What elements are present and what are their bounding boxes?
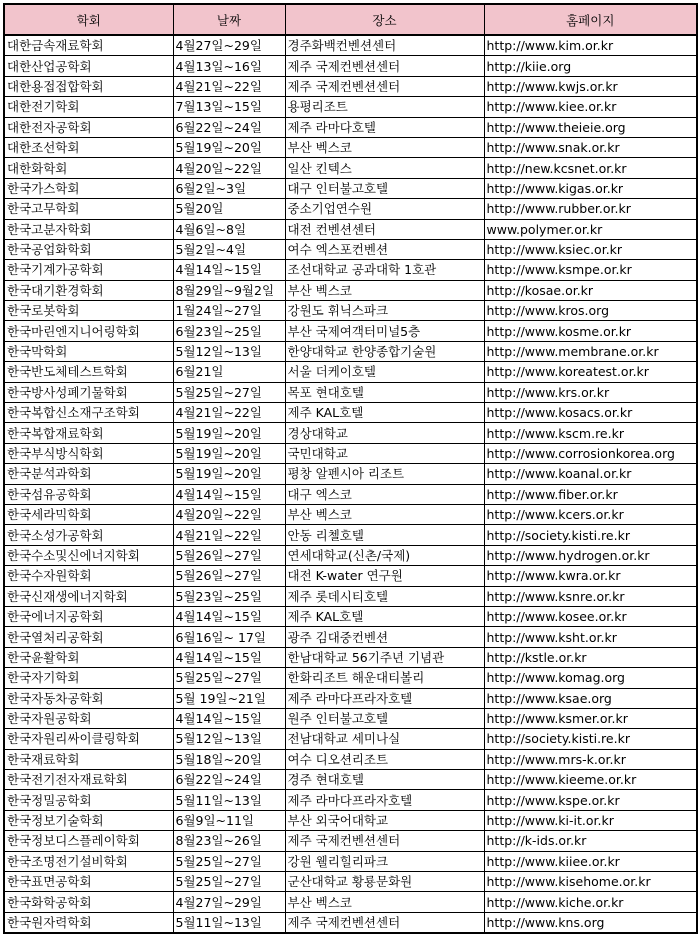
table-row [4, 708, 697, 728]
venue-cell: 전남대학교 세미나실 [285, 729, 484, 749]
society-cell: 대한금속재료학회 [4, 35, 173, 56]
date-cell: 8월29일~9월2일 [173, 280, 285, 300]
homepage-cell: http://www.koreatest.or.kr [484, 362, 697, 382]
society-cell: 한국복합신소재구조학회 [4, 403, 173, 423]
society-cell: 대한조선학회 [4, 137, 173, 157]
venue-cell: 대전 컨벤션센터 [285, 219, 484, 239]
society-cell: 대한용접접합학회 [4, 76, 173, 96]
society-cell: 한국복합재료학회 [4, 423, 173, 443]
homepage-cell: http://www.krs.or.kr [484, 382, 697, 402]
homepage-cell: http://www.kscm.re.kr [484, 423, 697, 443]
society-cell: 한국반도체테스트학회 [4, 362, 173, 382]
society-cell: 한국수자원학회 [4, 566, 173, 586]
conference-table-container [3, 3, 698, 934]
homepage-cell: www.polymer.or.kr [484, 219, 697, 239]
table-row [4, 382, 697, 402]
society-cell: 한국고무학회 [4, 199, 173, 219]
venue-cell: 부산 국제여객터미널5층 [285, 321, 484, 341]
society-cell: 한국전기전자재료학회 [4, 770, 173, 790]
date-cell: 4월27일~29일 [173, 35, 285, 56]
homepage-cell: http://www.kns.org [484, 912, 697, 933]
date-cell: 5월19일~20일 [173, 443, 285, 463]
society-cell: 한국대기환경학회 [4, 280, 173, 300]
society-cell: 한국자동차공학회 [4, 688, 173, 708]
homepage-cell: http://www.theieie.org [484, 117, 697, 137]
venue-cell: 연세대학교(신촌/국제) [285, 545, 484, 565]
homepage-cell: http://www.fiber.or.kr [484, 484, 697, 504]
venue-cell: 일산 킨텍스 [285, 158, 484, 178]
venue-cell: 서울 더케이호텔 [285, 362, 484, 382]
homepage-cell: http://www.kiiee.or.kr [484, 851, 697, 871]
table-row [4, 525, 697, 545]
society-cell: 한국정보디스플레이학회 [4, 831, 173, 851]
homepage-cell: http://kosae.or.kr [484, 280, 697, 300]
header-row [4, 4, 697, 35]
homepage-cell: http://new.kcsnet.or.kr [484, 158, 697, 178]
venue-cell: 제주 라마다프라자호텔 [285, 790, 484, 810]
society-cell: 한국자기학회 [4, 668, 173, 688]
date-cell: 4월21일~22일 [173, 525, 285, 545]
society-cell: 한국분석과학회 [4, 464, 173, 484]
venue-cell: 여수 디오션리조트 [285, 749, 484, 769]
society-cell: 한국소성가공학회 [4, 525, 173, 545]
society-cell: 한국화학공학회 [4, 892, 173, 912]
society-cell: 한국로봇학회 [4, 301, 173, 321]
table-row [4, 117, 697, 137]
header-society: 학회 [4, 4, 173, 35]
date-cell: 5월2일~4일 [173, 239, 285, 259]
homepage-cell: http://www.mrs-k.or.kr [484, 749, 697, 769]
table-row [4, 56, 697, 76]
venue-cell: 제주 라마다프라자호텔 [285, 688, 484, 708]
homepage-cell: http://www.kiee.or.kr [484, 97, 697, 117]
date-cell: 6월23일~25일 [173, 321, 285, 341]
venue-cell: 제주 KAL호텔 [285, 606, 484, 626]
date-cell: 4월14일~15일 [173, 484, 285, 504]
homepage-cell: http://society.kisti.re.kr [484, 525, 697, 545]
venue-cell: 평창 알펜시아 리조트 [285, 464, 484, 484]
venue-cell: 강원도 휘닉스파크 [285, 301, 484, 321]
venue-cell: 부산 외국어대학교 [285, 810, 484, 830]
homepage-cell: http://www.snak.or.kr [484, 137, 697, 157]
date-cell: 5월11일~13일 [173, 912, 285, 933]
society-cell: 한국원자력학회 [4, 912, 173, 933]
date-cell: 5월18일~20일 [173, 749, 285, 769]
table-row [4, 403, 697, 423]
homepage-cell: http://kstle.or.kr [484, 647, 697, 667]
venue-cell: 한화리조트 해운대티볼리 [285, 668, 484, 688]
homepage-cell: http://www.kosme.or.kr [484, 321, 697, 341]
date-cell: 6월21일 [173, 362, 285, 382]
table-row [4, 627, 697, 647]
society-cell: 한국섬유공학회 [4, 484, 173, 504]
date-cell: 5월19일~20일 [173, 464, 285, 484]
table-row [4, 137, 697, 157]
venue-cell: 경주 현대호텔 [285, 770, 484, 790]
venue-cell: 제주 국제컨벤션센터 [285, 76, 484, 96]
date-cell: 5월12일~13일 [173, 729, 285, 749]
venue-cell: 제주 국제컨벤션센터 [285, 831, 484, 851]
date-cell: 4월20일~22일 [173, 504, 285, 524]
society-cell: 한국재료학회 [4, 749, 173, 769]
venue-cell: 한양대학교 한양종합기술원 [285, 341, 484, 361]
date-cell: 5월20일 [173, 199, 285, 219]
venue-cell: 부산 벡스코 [285, 504, 484, 524]
society-cell: 한국정밀공학회 [4, 790, 173, 810]
date-cell: 7월13일~15일 [173, 97, 285, 117]
date-cell: 5월12일~13일 [173, 341, 285, 361]
date-cell: 6월16일~ 17일 [173, 627, 285, 647]
date-cell: 5월25일~27일 [173, 851, 285, 871]
table-row [4, 484, 697, 504]
table-row [4, 912, 697, 933]
society-cell: 한국자원공학회 [4, 708, 173, 728]
table-row [4, 504, 697, 524]
venue-cell: 군산대학교 황룡문화원 [285, 872, 484, 892]
table-row [4, 810, 697, 830]
table-row [4, 892, 697, 912]
date-cell: 5월19일~20일 [173, 423, 285, 443]
venue-cell: 한남대학교 56기주년 기념관 [285, 647, 484, 667]
date-cell: 4월6일~8일 [173, 219, 285, 239]
homepage-cell: http://www.ksht.or.kr [484, 627, 697, 647]
society-cell: 대한전자공학회 [4, 117, 173, 137]
homepage-cell: http://www.kiche.or.kr [484, 892, 697, 912]
homepage-cell: http://www.membrane.or.kr [484, 341, 697, 361]
venue-cell: 원주 인터불고호텔 [285, 708, 484, 728]
venue-cell: 대구 인터불고호텔 [285, 178, 484, 198]
homepage-cell: http://www.kwjs.or.kr [484, 76, 697, 96]
society-cell: 한국마린엔지니어링학회 [4, 321, 173, 341]
date-cell: 4월27일~29일 [173, 892, 285, 912]
venue-cell: 제주 롯데시티호텔 [285, 586, 484, 606]
date-cell: 5월25일~27일 [173, 872, 285, 892]
homepage-cell: http://www.kim.or.kr [484, 35, 697, 56]
table-row [4, 464, 697, 484]
society-cell: 한국신재생에너지학회 [4, 586, 173, 606]
society-cell: 한국가스학회 [4, 178, 173, 198]
date-cell: 8월23일~26일 [173, 831, 285, 851]
homepage-cell: http://www.kcers.or.kr [484, 504, 697, 524]
society-cell: 한국기계가공학회 [4, 260, 173, 280]
venue-cell: 목포 현대호텔 [285, 382, 484, 402]
venue-cell: 용평리조트 [285, 97, 484, 117]
venue-cell: 부산 벡스코 [285, 892, 484, 912]
society-cell: 한국수소및신에너지학회 [4, 545, 173, 565]
homepage-cell: http://www.kspe.or.kr [484, 790, 697, 810]
date-cell: 1월24일~27일 [173, 301, 285, 321]
table-row [4, 199, 697, 219]
table-row [4, 851, 697, 871]
table-row [4, 729, 697, 749]
date-cell: 5월25일~27일 [173, 668, 285, 688]
table-row [4, 586, 697, 606]
table-row [4, 688, 697, 708]
society-cell: 한국정보기술학회 [4, 810, 173, 830]
venue-cell: 강원 웰리힐리파크 [285, 851, 484, 871]
society-cell: 한국공업화학회 [4, 239, 173, 259]
homepage-cell: http://www.kieeme.or.kr [484, 770, 697, 790]
table-row [4, 321, 697, 341]
header-date: 날짜 [173, 4, 285, 35]
homepage-cell: http://www.ksae.org [484, 688, 697, 708]
homepage-cell: http://www.corrosionkorea.org [484, 443, 697, 463]
table-row [4, 831, 697, 851]
table-row [4, 872, 697, 892]
venue-cell: 중소기업연수원 [285, 199, 484, 219]
homepage-cell: http://www.kwra.or.kr [484, 566, 697, 586]
date-cell: 4월14일~15일 [173, 260, 285, 280]
date-cell: 4월21일~22일 [173, 76, 285, 96]
date-cell: 4월14일~15일 [173, 647, 285, 667]
society-cell: 한국표면공학회 [4, 872, 173, 892]
venue-cell: 경주화백컨벤션센터 [285, 35, 484, 56]
table-row [4, 749, 697, 769]
society-cell: 한국조명전기설비학회 [4, 851, 173, 871]
society-cell: 한국방사성폐기물학회 [4, 382, 173, 402]
homepage-cell: http://www.kros.org [484, 301, 697, 321]
date-cell: 5월11일~13일 [173, 790, 285, 810]
header-venue: 장소 [285, 4, 484, 35]
venue-cell: 제주 국제컨벤션센터 [285, 912, 484, 933]
table-row [4, 362, 697, 382]
society-cell: 대한화학회 [4, 158, 173, 178]
table-row [4, 35, 697, 56]
table-row [4, 668, 697, 688]
table-row [4, 606, 697, 626]
date-cell: 5월23일~25일 [173, 586, 285, 606]
table-row [4, 97, 697, 117]
venue-cell: 국민대학교 [285, 443, 484, 463]
table-row [4, 341, 697, 361]
homepage-cell: http://www.kisehome.or.kr [484, 872, 697, 892]
date-cell: 4월21일~22일 [173, 403, 285, 423]
table-row [4, 647, 697, 667]
venue-cell: 여수 엑스포컨벤션 [285, 239, 484, 259]
table-row [4, 545, 697, 565]
table-row [4, 239, 697, 259]
table-row [4, 790, 697, 810]
venue-cell: 경상대학교 [285, 423, 484, 443]
date-cell: 4월14일~15일 [173, 708, 285, 728]
header-homepage: 홈페이지 [484, 4, 697, 35]
venue-cell: 제주 KAL호텔 [285, 403, 484, 423]
date-cell: 6월22일~24일 [173, 770, 285, 790]
conference-table [3, 3, 698, 934]
homepage-cell: http://www.hydrogen.or.kr [484, 545, 697, 565]
table-row [4, 770, 697, 790]
table-row [4, 219, 697, 239]
homepage-cell: http://www.ki-it.or.kr [484, 810, 697, 830]
date-cell: 4월14일~15일 [173, 606, 285, 626]
homepage-cell: http://www.ksiec.or.kr [484, 239, 697, 259]
date-cell: 5월26일~27일 [173, 566, 285, 586]
date-cell: 6월9일~11일 [173, 810, 285, 830]
table-row [4, 566, 697, 586]
date-cell: 6월22일~24일 [173, 117, 285, 137]
society-cell: 한국고분자학회 [4, 219, 173, 239]
table-row [4, 423, 697, 443]
date-cell: 4월13일~16일 [173, 56, 285, 76]
homepage-cell: http://k-ids.or.kr [484, 831, 697, 851]
society-cell: 한국세라믹학회 [4, 504, 173, 524]
table-row [4, 76, 697, 96]
society-cell: 대한전기학회 [4, 97, 173, 117]
date-cell: 6월2일~3일 [173, 178, 285, 198]
date-cell: 5월26일~27일 [173, 545, 285, 565]
homepage-cell: http://www.komag.org [484, 668, 697, 688]
venue-cell: 제주 국제컨벤션센터 [285, 56, 484, 76]
venue-cell: 대구 엑스코 [285, 484, 484, 504]
society-cell: 한국막학회 [4, 341, 173, 361]
homepage-cell: http://www.kosee.or.kr [484, 606, 697, 626]
table-row [4, 301, 697, 321]
homepage-cell: http://www.ksnre.or.kr [484, 586, 697, 606]
homepage-cell: http://www.ksmer.or.kr [484, 708, 697, 728]
homepage-cell: http://www.koanal.or.kr [484, 464, 697, 484]
venue-cell: 부산 벡스코 [285, 137, 484, 157]
society-cell: 한국부식방식학회 [4, 443, 173, 463]
table-row [4, 178, 697, 198]
venue-cell: 조선대학교 공과대학 1호관 [285, 260, 484, 280]
table-row [4, 260, 697, 280]
homepage-cell: http://society.kisti.re.kr [484, 729, 697, 749]
date-cell: 5월19일~20일 [173, 137, 285, 157]
homepage-cell: http://www.kosacs.or.kr [484, 403, 697, 423]
venue-cell: 제주 라마다호텔 [285, 117, 484, 137]
society-cell: 대한산업공학회 [4, 56, 173, 76]
society-cell: 한국열처리공학회 [4, 627, 173, 647]
venue-cell: 부산 벡스코 [285, 280, 484, 300]
homepage-cell: http://www.ksmpe.or.kr [484, 260, 697, 280]
homepage-cell: http://kiie.org [484, 56, 697, 76]
date-cell: 4월20일~22일 [173, 158, 285, 178]
society-cell: 한국윤활학회 [4, 647, 173, 667]
society-cell: 한국자원리싸이클링학회 [4, 729, 173, 749]
society-cell: 한국에너지공학회 [4, 606, 173, 626]
date-cell: 5월25일~27일 [173, 382, 285, 402]
venue-cell: 대전 K-water 연구원 [285, 566, 484, 586]
table-row [4, 443, 697, 463]
table-row [4, 280, 697, 300]
date-cell: 5월 19일~21일 [173, 688, 285, 708]
homepage-cell: http://www.kigas.or.kr [484, 178, 697, 198]
table-row [4, 158, 697, 178]
venue-cell: 광주 김대중컨벤션 [285, 627, 484, 647]
venue-cell: 안동 리첼호텔 [285, 525, 484, 545]
homepage-cell: http://www.rubber.or.kr [484, 199, 697, 219]
